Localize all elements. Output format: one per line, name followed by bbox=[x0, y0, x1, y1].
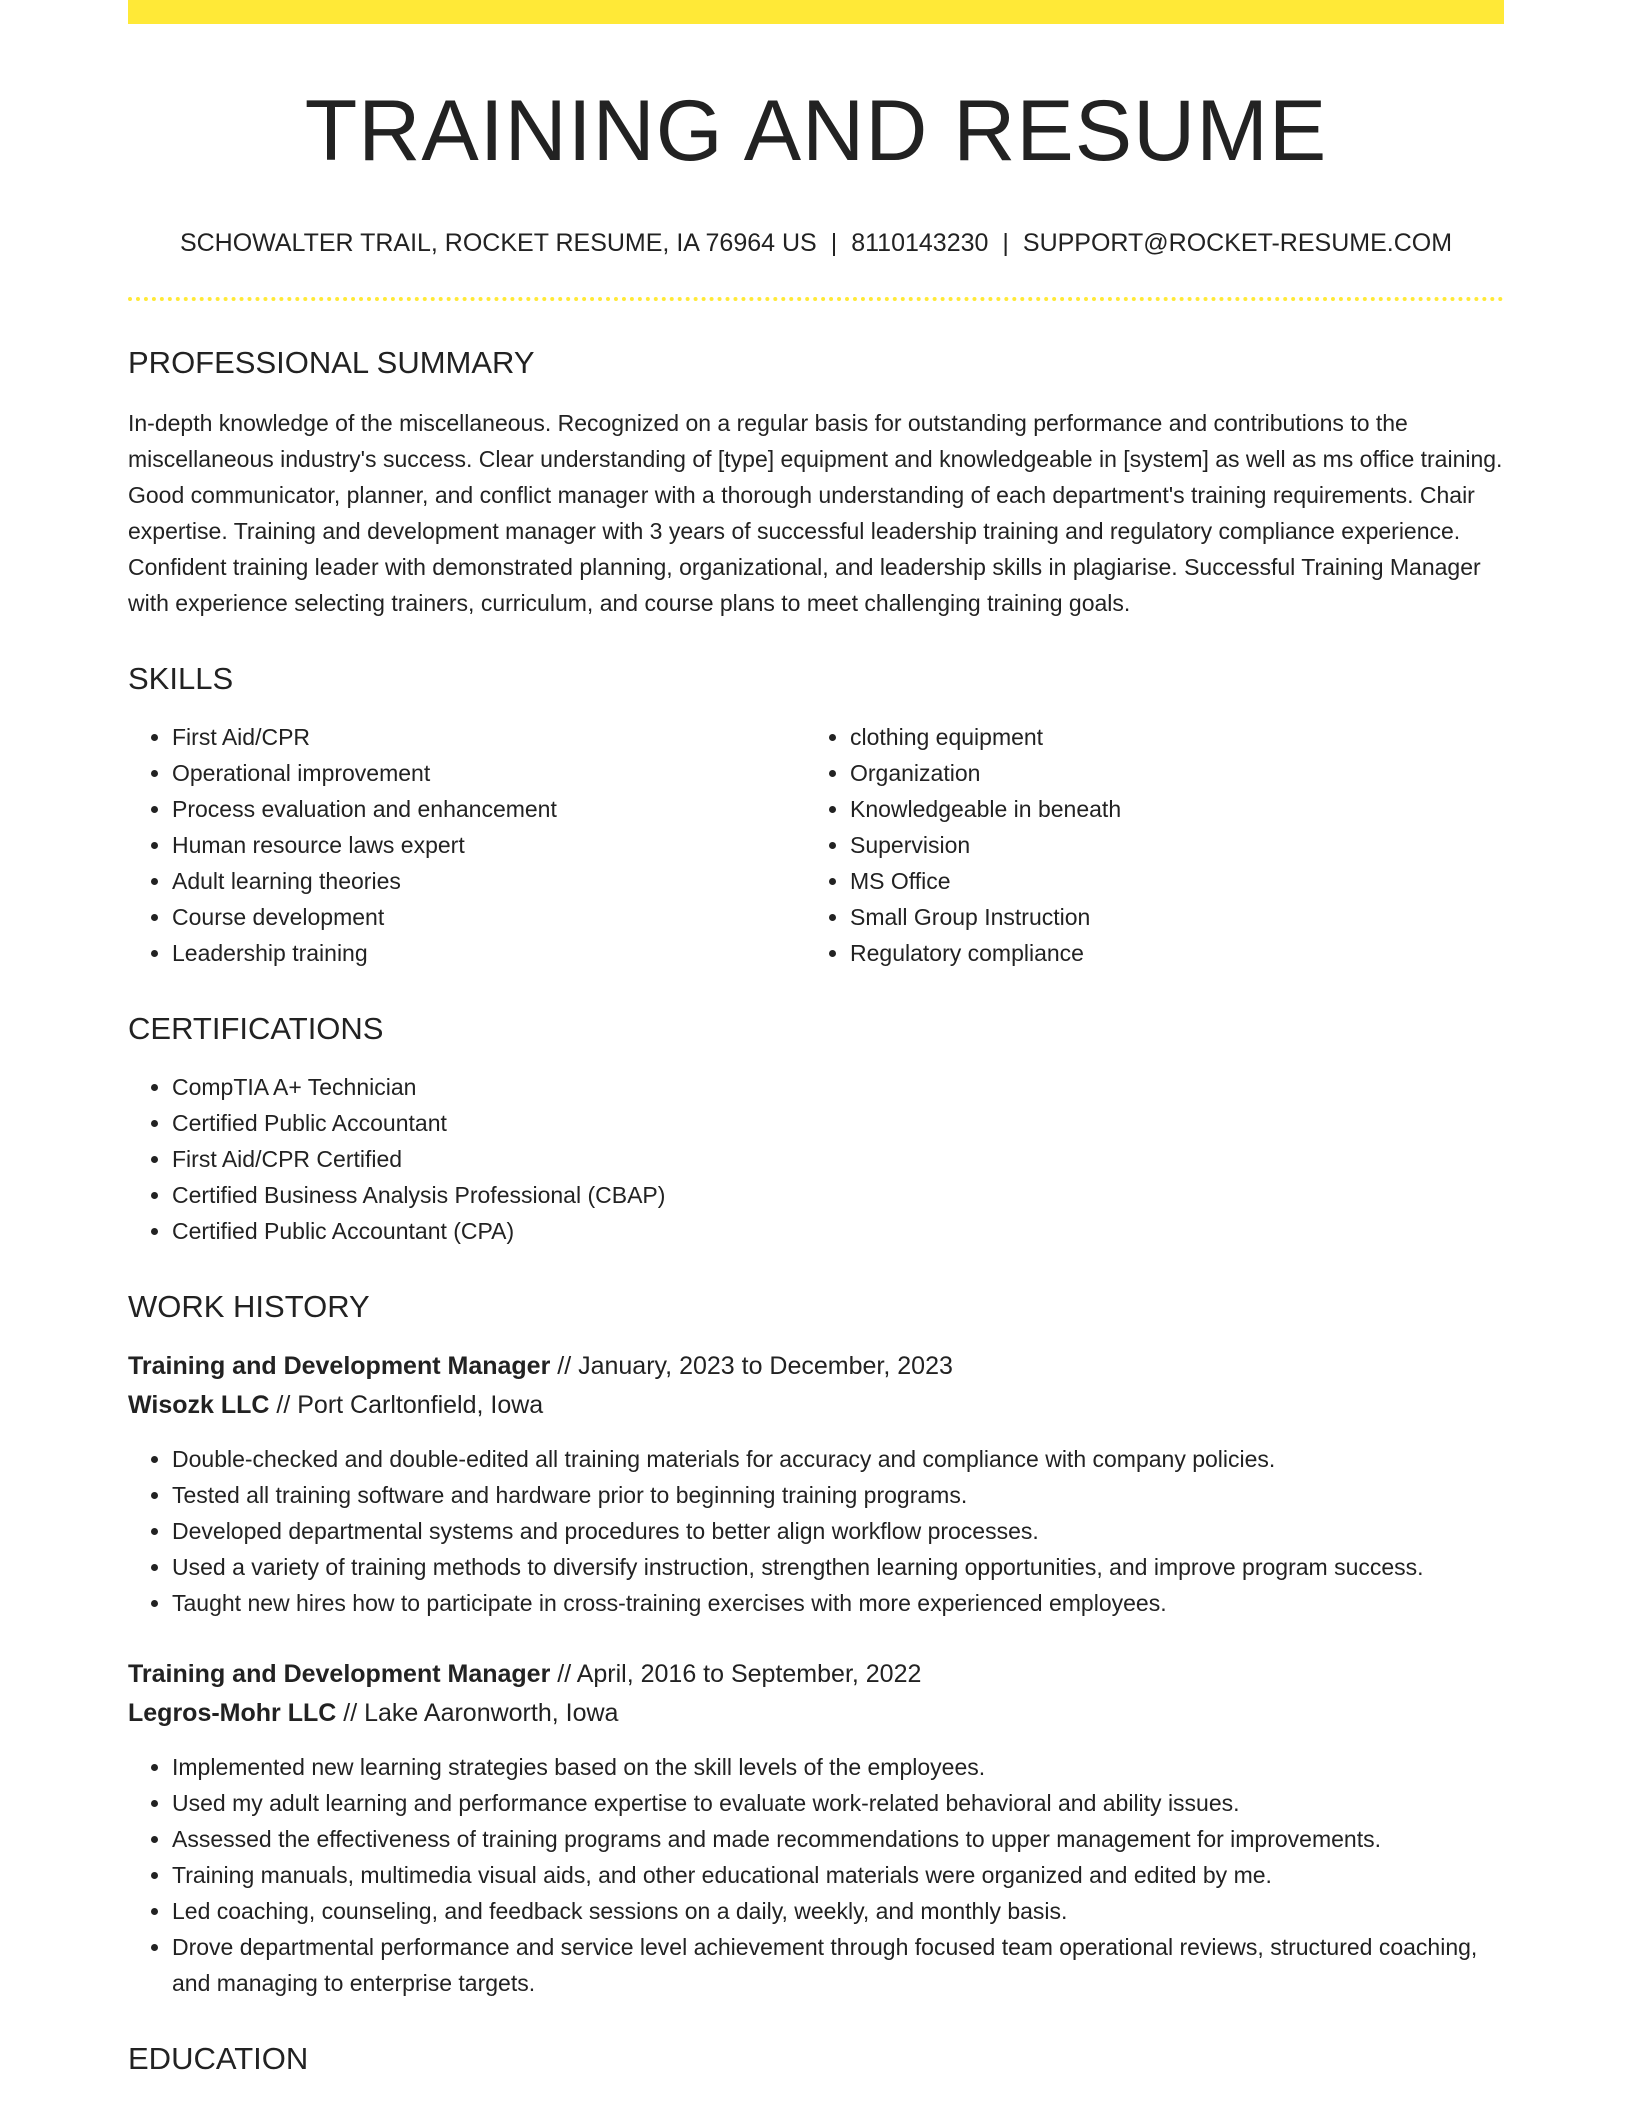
skill-item: • Human resource laws expert bbox=[172, 827, 806, 863]
job-title: Training and Development Manager bbox=[128, 1659, 551, 1688]
certifications-section bbox=[128, 1011, 1504, 1249]
skill-item: • Course development bbox=[172, 899, 806, 935]
certification-item: • Certified Public Accountant (CPA) bbox=[172, 1213, 1504, 1249]
job-company: Legros-Mohr LLC bbox=[128, 1698, 337, 1727]
job-company: Wisozk LLC bbox=[128, 1390, 270, 1419]
skills-section bbox=[128, 661, 1504, 971]
skill-item: • Regulatory compliance bbox=[850, 935, 1484, 971]
job-bullet: • Led coaching, counseling, and feedback sessions on a daily, weekly, and monthly basis. bbox=[172, 1893, 1504, 1929]
job-title-line bbox=[128, 1347, 1504, 1386]
skill-item: • Knowledgeable in beneath bbox=[850, 791, 1484, 827]
job-dates: // January, 2023 to December, 2023 bbox=[550, 1351, 953, 1380]
job-bullet: • Used my adult learning and performance expertise to evaluate work-related behavioral and ability issues. bbox=[172, 1785, 1504, 1821]
job-location: // Lake Aaronworth, Iowa bbox=[336, 1698, 619, 1727]
job-entry bbox=[128, 1347, 1504, 1621]
job-bullet: • Implemented new learning strategies based on the skill levels of the employees. bbox=[172, 1749, 1504, 1785]
skill-item: • Operational improvement bbox=[172, 755, 806, 791]
section-heading-certifications: CERTIFICATIONS bbox=[128, 1010, 384, 1046]
skill-item: • Leadership training bbox=[172, 935, 806, 971]
summary-section bbox=[128, 345, 1504, 621]
resume-title: TRAINING AND RESUME bbox=[304, 83, 1328, 179]
job-company-line bbox=[128, 1386, 1504, 1425]
job-bullet: • Double-checked and double-edited all training materials for accuracy and compliance with company policies. bbox=[172, 1441, 1504, 1477]
certifications-list bbox=[128, 1069, 1504, 1249]
job-company-line bbox=[128, 1694, 1504, 1733]
accent-bar bbox=[128, 0, 1504, 24]
section-heading-summary: PROFESSIONAL SUMMARY bbox=[128, 344, 535, 380]
job-bullet: • Used a variety of training methods to diversify instruction, strengthen learning opportunities, and improve program success. bbox=[172, 1549, 1504, 1585]
phone: 8110143230 bbox=[851, 228, 989, 257]
certification-item: • First Aid/CPR Certified bbox=[172, 1141, 1504, 1177]
email[interactable]: SUPPORT@ROCKET-RESUME.COM bbox=[1022, 228, 1453, 257]
section-heading-work-history: WORK HISTORY bbox=[128, 1288, 370, 1324]
job-title-line bbox=[128, 1655, 1504, 1694]
work-history-section bbox=[128, 1289, 1504, 2001]
skill-item: • First Aid/CPR bbox=[172, 719, 806, 755]
job-bullet: • Training manuals, multimedia visual aids, and other educational materials were organized and edited by me. bbox=[172, 1857, 1504, 1893]
skill-item: • Organization bbox=[850, 755, 1484, 791]
skill-item: • Process evaluation and enhancement bbox=[172, 791, 806, 827]
section-heading-education: EDUCATION bbox=[128, 2040, 309, 2076]
skills-list-left bbox=[128, 719, 806, 971]
job-bullet: • Drove departmental performance and service level achievement through focused team operational reviews, structured coaching, and managing to enterprise targets. bbox=[172, 1929, 1504, 2001]
separator: | bbox=[1002, 228, 1009, 257]
contact-line bbox=[128, 227, 1504, 259]
dotted-divider bbox=[128, 297, 1504, 301]
skill-item: • clothing equipment bbox=[850, 719, 1484, 755]
summary-text: In-depth knowledge of the miscellaneous. Recognized on a regular basis for outstanding performance and contributions to the miscellaneous industry's success. Clear understanding of [type] equipment and knowledgeable in [system] as well as ms office training. Good communicator, planner, and conflict manager with a thorough understanding of each department's training requirements. Chair expertise. Training and development manager with 3 years of successful leadership training and regulatory compliance experience. Confident training leader with demonstrated planning, organizational, and leadership skills in plagiarise. Successful Training Manager with experience selecting trainers, curriculum, and course plans to meet challenging training goals. bbox=[128, 409, 1503, 616]
job-bullet: • Developed departmental systems and procedures to better align workflow processes. bbox=[172, 1513, 1504, 1549]
skill-item: • Supervision bbox=[850, 827, 1484, 863]
skills-grid bbox=[128, 697, 1504, 971]
address: SCHOWALTER TRAIL, ROCKET RESUME, IA 76964 US bbox=[179, 228, 817, 257]
certification-item: • Certified Public Accountant bbox=[172, 1105, 1504, 1141]
job-entry bbox=[128, 1655, 1504, 2001]
job-bullet: • Tested all training software and hardware prior to beginning training programs. bbox=[172, 1477, 1504, 1513]
section-heading-skills: SKILLS bbox=[128, 660, 234, 696]
separator: | bbox=[830, 228, 838, 257]
skill-item: • Small Group Instruction bbox=[850, 899, 1484, 935]
job-dates: // April, 2016 to September, 2022 bbox=[550, 1659, 922, 1688]
job-bullets bbox=[128, 1441, 1504, 1621]
job-bullets bbox=[128, 1749, 1504, 2001]
education-section bbox=[128, 2041, 1504, 2077]
job-title: Training and Development Manager bbox=[128, 1351, 551, 1380]
job-location: // Port Carltonfield, Iowa bbox=[269, 1390, 544, 1419]
job-bullet: • Taught new hires how to participate in cross-training exercises with more experienced employees. bbox=[172, 1585, 1504, 1621]
skill-item: • MS Office bbox=[850, 863, 1484, 899]
job-bullet: • Assessed the effectiveness of training programs and made recommendations to upper management for improvements. bbox=[172, 1821, 1504, 1857]
skills-list-right bbox=[806, 719, 1484, 971]
resume-page bbox=[128, 0, 1504, 2077]
certification-item: • Certified Business Analysis Professional (CBAP) bbox=[172, 1177, 1504, 1213]
skill-item: • Adult learning theories bbox=[172, 863, 806, 899]
certification-item: • CompTIA A+ Technician bbox=[172, 1069, 1504, 1105]
